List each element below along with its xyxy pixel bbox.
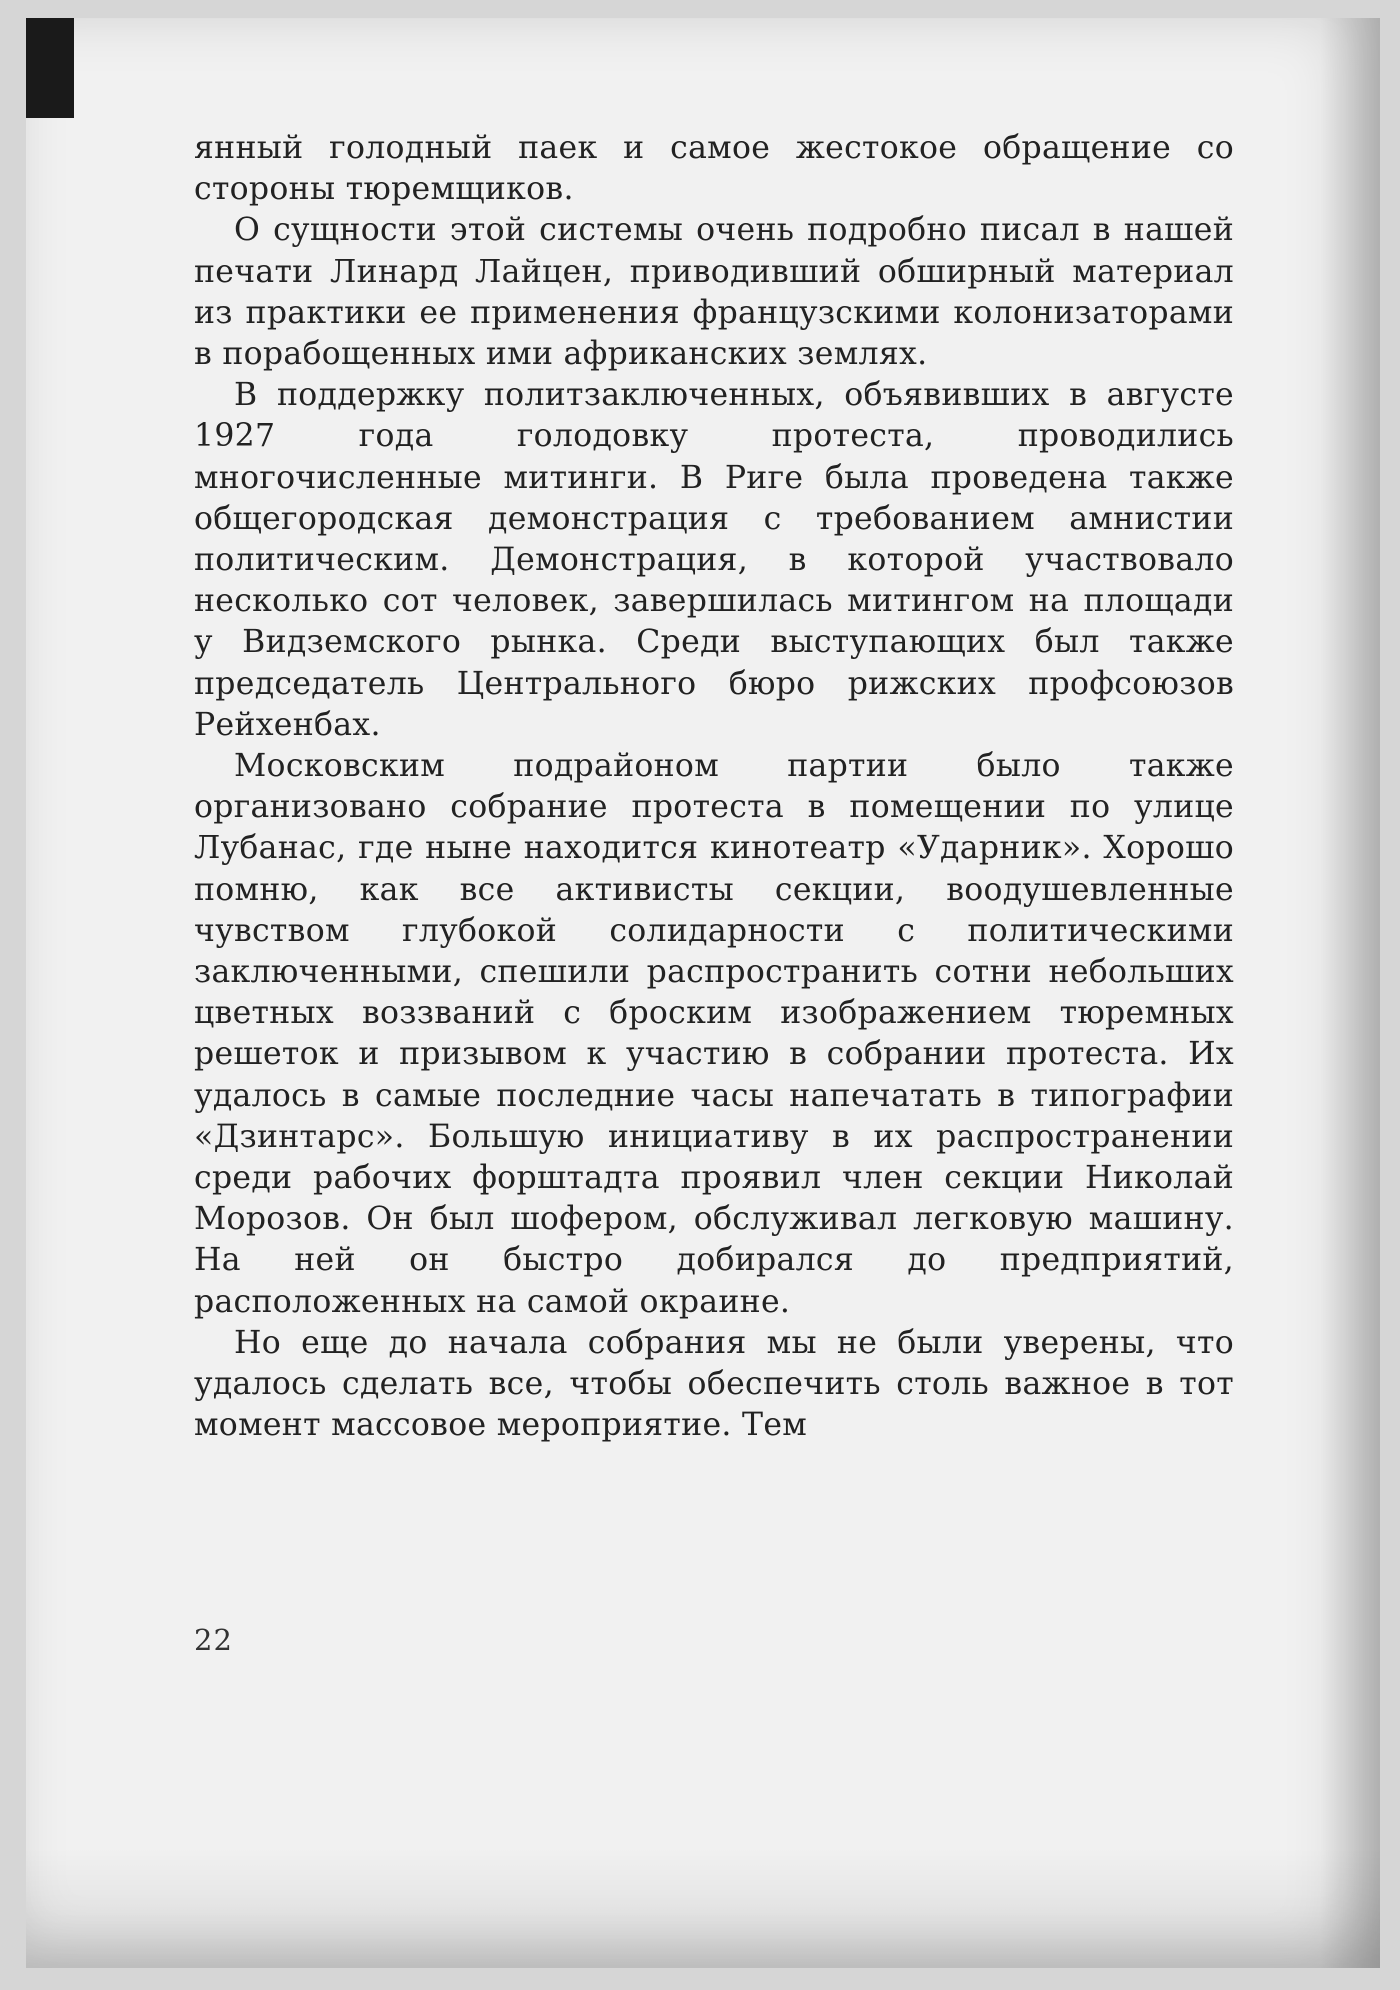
scan-corner-mark	[26, 18, 74, 118]
paragraph-4: Московским подрайоном партии было также организовано собрание протеста в помещении по улице Лубанас, где ныне находится кинотеатр «Ударник». Хорошо помню, как все активисты секции, воодушевленные чувством глубокой солидарности с политическими заключенными, спешили распространить сотни небольших цветных воззваний с броским изображением тюремных решеток и призывом к участию в собрании протеста. Их удалось в самые последние часы напечатать в типографии «Дзинтарс». Большую инициативу в их распространении среди рабочих форштадта проявил член секции Николай Морозов. Он был шофером, обслуживал легковую машину. На ней он быстро добирался до предприятий, расположенных на самой окраине.	[194, 748, 1234, 1320]
page-bottom-shadow	[26, 1848, 1380, 1968]
body-text	[194, 128, 1234, 1447]
paragraph-5: Но еще до начала собрания мы не были уверены, что удалось сделать все, чтобы обеспечить столь важное в тот момент массовое мероприятие. Тем	[194, 1324, 1234, 1444]
page-number: 22	[194, 1623, 233, 1657]
paragraph-1: янный голодный паек и самое жестокое обращение со стороны тюремщиков.	[194, 130, 1234, 208]
paragraph-3: В поддержку политзаключенных, объявивших в августе 1927 года голодовку протеста, проводились многочисленные митинги. В Риге была проведена также общегородская демонстрация с требованием амнистии политическим. Демонстрация, в которой участвовало несколько сот человек, завершилась митингом на площади у Видземского рынка. Среди выступающих был также председатель Центрального бюро рижских профсоюзов Рейхенбах.	[194, 377, 1234, 743]
page-edge-shadow	[1320, 18, 1380, 1968]
paragraph-2: О сущности этой системы очень подробно писал в нашей печати Линард Лайцен, приводивший обширный материал из практики ее применения французскими колонизаторами в порабощенных ими африканских землях.	[194, 212, 1234, 373]
